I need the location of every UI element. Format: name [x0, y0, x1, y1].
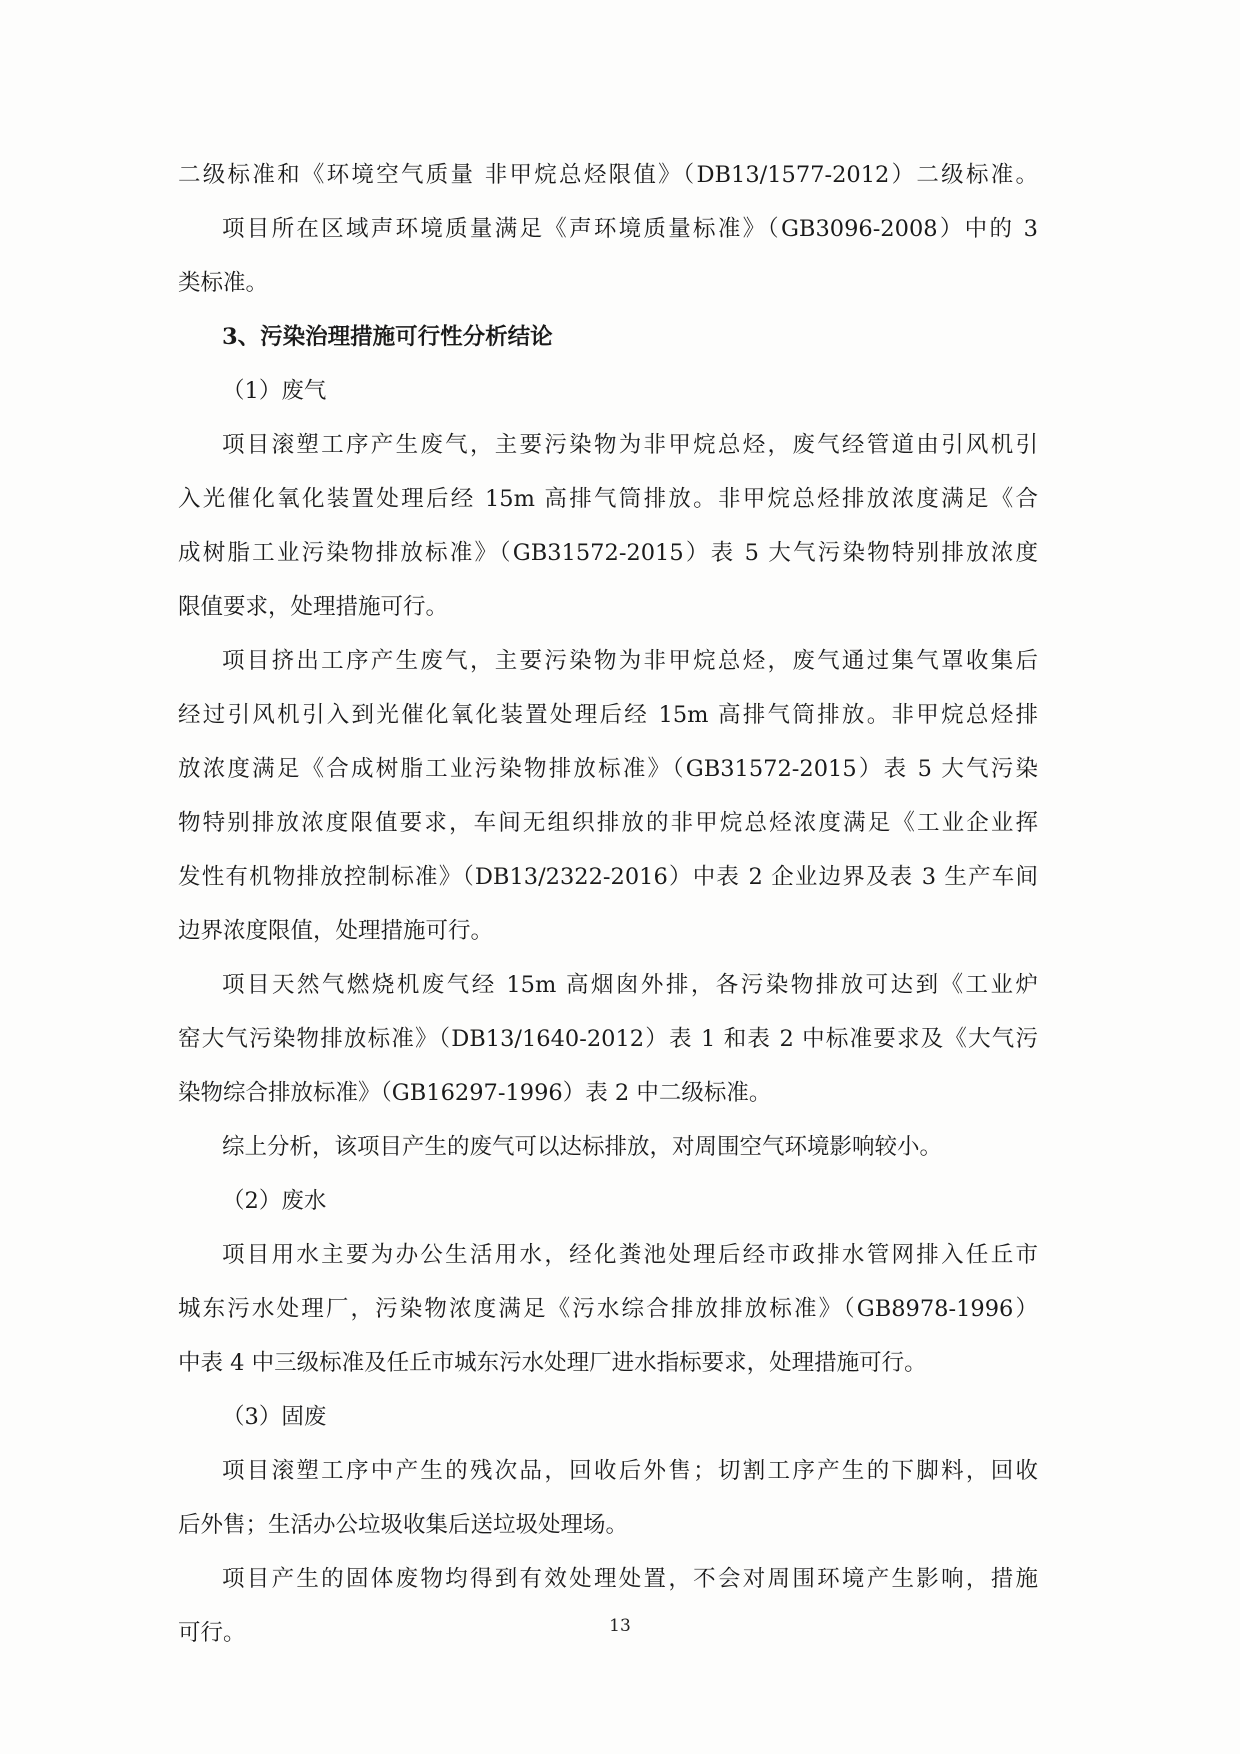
- paragraph-line: 项目滚塑工序产生废气，主要污染物为非甲烷总烃，废气经管道由引风机引: [222, 432, 1038, 458]
- paragraph-line: 物特别排放浓度限值要求，车间无组织排放的非甲烷总烃浓度满足《工业企业挥: [178, 810, 1038, 836]
- paragraph-line: 放浓度满足《合成树脂工业污染物排放标准》（GB31572-2015）表 5 大气污染: [178, 756, 1038, 782]
- paragraph-line: 染物综合排放标准》（GB16297-1996）表 2 中二级标准。: [178, 1080, 772, 1106]
- paragraph-line: 成树脂工业污染物排放标准》（GB31572-2015）表 5 大气污染物特别排放浓度: [178, 540, 1038, 566]
- paragraph-line: 窑大气污染物排放标准》（DB13/1640-2012）表 1 和表 2 中标准要求及《大气污: [178, 1026, 1038, 1052]
- paragraph-line: 项目用水主要为办公生活用水，经化粪池处理后经市政排水管网排入任丘市: [222, 1242, 1038, 1268]
- paragraph-line: 中表 4 中三级标准及任丘市城东污水处理厂进水指标要求，处理措施可行。: [178, 1350, 927, 1376]
- paragraph-line: 边界浓度限值，处理措施可行。: [178, 918, 494, 944]
- paragraph-line: 发性有机物排放控制标准》（DB13/2322-2016）中表 2 企业边界及表 3 生产车间: [178, 864, 1038, 890]
- paragraph-line: 项目产生的固体废物均得到有效处理处置，不会对周围环境产生影响，措施: [222, 1566, 1038, 1592]
- paragraph-line: 城东污水处理厂，污染物浓度满足《污水综合排放排放标准》（GB8978-1996）: [178, 1296, 1038, 1322]
- subsection-heading: （3）固废: [222, 1404, 327, 1430]
- paragraph-line: 可行。: [178, 1620, 246, 1646]
- paragraph-line: 经过引风机引入到光催化氧化装置处理后经 15m 高排气筒排放。非甲烷总烃排: [178, 702, 1038, 728]
- subsection-heading: （1）废气: [222, 378, 327, 404]
- paragraph-line: 项目天然气燃烧机废气经 15m 高烟囱外排，各污染物排放可达到《工业炉: [222, 972, 1038, 998]
- subsection-heading: （2）废水: [222, 1188, 327, 1214]
- paragraph-line: 入光催化氧化装置处理后经 15m 高排气筒排放。非甲烷总烃排放浓度满足《合: [178, 486, 1038, 512]
- paragraph-line: 二级标准和《环境空气质量 非甲烷总烃限值》（DB13/1577-2012）二级标准。: [178, 162, 1038, 188]
- section-heading: 3、污染治理措施可行性分析结论: [222, 324, 553, 350]
- page-body: [178, 148, 1038, 1660]
- paragraph-line: 类标准。: [178, 270, 269, 296]
- paragraph-line: 项目所在区域声环境质量满足《声环境质量标准》（GB3096-2008）中的 3: [222, 216, 1038, 242]
- paragraph-line: 项目滚塑工序中产生的残次品，回收后外售；切割工序产生的下脚料，回收: [222, 1458, 1038, 1484]
- page-number: 13: [609, 1616, 631, 1636]
- paragraph-line: 限值要求，处理措施可行。: [178, 594, 449, 620]
- paragraph-line: 项目挤出工序产生废气，主要污染物为非甲烷总烃，废气通过集气罩收集后: [222, 648, 1038, 674]
- paragraph-line: 综上分析，该项目产生的废气可以达标排放，对周围空气环境影响较小。: [222, 1134, 943, 1160]
- paragraph-line: 后外售；生活办公垃圾收集后送垃圾处理场。: [178, 1512, 629, 1538]
